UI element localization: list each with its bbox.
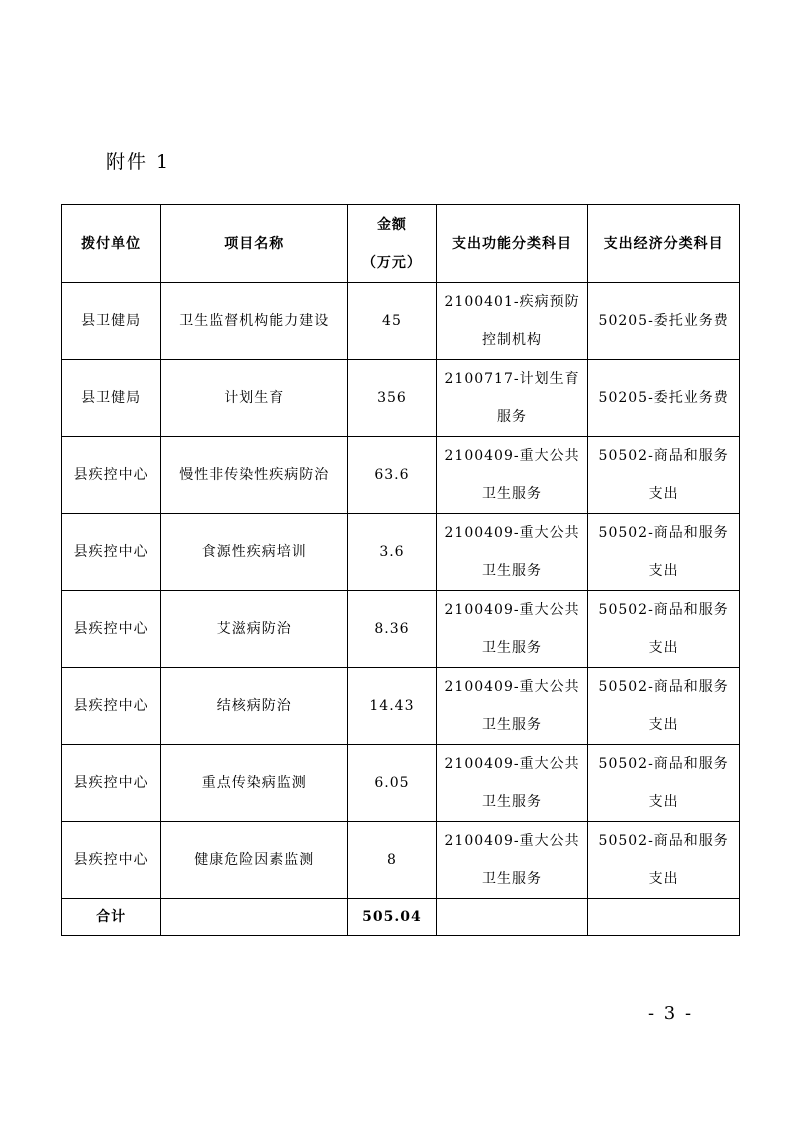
function-line2: 服务 <box>497 409 528 425</box>
cell-unit: 县卫健局 <box>62 360 161 437</box>
function-line2: 卫生服务 <box>482 640 543 656</box>
economic-line2: 支出 <box>648 717 679 733</box>
cell-amount: 63.6 <box>348 437 437 514</box>
header-amount-line2: （万元） <box>361 254 422 271</box>
function-line1: 2100409-重大公共 <box>444 833 580 849</box>
table-row <box>62 514 740 591</box>
economic-line2: 支出 <box>648 640 679 656</box>
table-header-row <box>62 205 740 283</box>
header-amount-line1: 金额 <box>376 216 407 233</box>
economic-line1: 50502-商品和服务 <box>598 756 729 772</box>
economic-line2: 支出 <box>648 871 679 887</box>
function-line2: 卫生服务 <box>482 563 543 579</box>
cell-amount: 8.36 <box>348 591 437 668</box>
cell-economic-subject <box>588 591 740 668</box>
cell-project: 健康危险因素监测 <box>161 822 348 899</box>
cell-unit: 县疾控中心 <box>62 668 161 745</box>
function-line1: 2100409-重大公共 <box>444 602 580 618</box>
cell-function-subject <box>436 514 588 591</box>
cell-unit: 县卫健局 <box>62 283 161 360</box>
economic-line1: 50502-商品和服务 <box>598 448 729 464</box>
economic-line2: 支出 <box>648 563 679 579</box>
total-row <box>62 899 740 936</box>
cell-unit: 县疾控中心 <box>62 822 161 899</box>
table-row <box>62 283 740 360</box>
budget-table <box>61 204 740 936</box>
total-amount: 505.04 <box>348 899 437 936</box>
cell-function-subject <box>436 591 588 668</box>
table-row <box>62 360 740 437</box>
economic-line1: 50502-商品和服务 <box>598 679 729 695</box>
cell-amount: 356 <box>348 360 437 437</box>
function-line1: 2100409-重大公共 <box>444 756 580 772</box>
header-function-subject: 支出功能分类科目 <box>436 205 588 283</box>
function-line2: 卫生服务 <box>482 486 543 502</box>
economic-line2: 支出 <box>648 486 679 502</box>
cell-amount: 8 <box>348 822 437 899</box>
total-empty-project <box>161 899 348 936</box>
function-line2: 卫生服务 <box>482 717 543 733</box>
cell-function-subject <box>436 822 588 899</box>
function-line1: 2100409-重大公共 <box>444 679 580 695</box>
cell-economic-subject <box>588 283 740 360</box>
economic-line1: 50205-委托业务费 <box>598 390 729 406</box>
economic-line1: 50502-商品和服务 <box>598 833 729 849</box>
economic-line1: 50205-委托业务费 <box>598 313 729 329</box>
table-row <box>62 591 740 668</box>
page-number: - 3 - <box>648 1003 694 1024</box>
cell-function-subject <box>436 437 588 514</box>
function-line1: 2100717-计划生育 <box>444 371 580 387</box>
cell-project: 慢性非传染性疾病防治 <box>161 437 348 514</box>
function-line1: 2100401-疾病预防 <box>444 294 580 310</box>
cell-project: 卫生监督机构能力建设 <box>161 283 348 360</box>
function-line2: 卫生服务 <box>482 871 543 887</box>
cell-function-subject <box>436 668 588 745</box>
cell-economic-subject <box>588 668 740 745</box>
cell-amount: 14.43 <box>348 668 437 745</box>
header-amount <box>348 205 437 283</box>
cell-unit: 县疾控中心 <box>62 514 161 591</box>
cell-amount: 45 <box>348 283 437 360</box>
header-project: 项目名称 <box>161 205 348 283</box>
economic-line2: 支出 <box>648 794 679 810</box>
cell-project: 艾滋病防治 <box>161 591 348 668</box>
cell-project: 计划生育 <box>161 360 348 437</box>
table-row <box>62 437 740 514</box>
cell-project: 食源性疾病培训 <box>161 514 348 591</box>
table-row <box>62 745 740 822</box>
cell-economic-subject <box>588 822 740 899</box>
cell-unit: 县疾控中心 <box>62 745 161 822</box>
cell-economic-subject <box>588 745 740 822</box>
cell-function-subject <box>436 360 588 437</box>
total-empty-function <box>436 899 588 936</box>
cell-project: 重点传染病监测 <box>161 745 348 822</box>
cell-amount: 6.05 <box>348 745 437 822</box>
economic-line1: 50502-商品和服务 <box>598 525 729 541</box>
cell-economic-subject <box>588 514 740 591</box>
cell-unit: 县疾控中心 <box>62 591 161 668</box>
function-line1: 2100409-重大公共 <box>444 448 580 464</box>
header-unit: 拨付单位 <box>62 205 161 283</box>
cell-economic-subject <box>588 360 740 437</box>
cell-project: 结核病防治 <box>161 668 348 745</box>
attachment-label: 附件 1 <box>106 151 171 173</box>
economic-line1: 50502-商品和服务 <box>598 602 729 618</box>
total-empty-economic <box>588 899 740 936</box>
cell-function-subject <box>436 745 588 822</box>
cell-economic-subject <box>588 437 740 514</box>
table-row <box>62 668 740 745</box>
function-line2: 卫生服务 <box>482 794 543 810</box>
cell-unit: 县疾控中心 <box>62 437 161 514</box>
total-label: 合计 <box>62 899 161 936</box>
table-row <box>62 822 740 899</box>
function-line2: 控制机构 <box>482 332 543 348</box>
cell-function-subject <box>436 283 588 360</box>
cell-amount: 3.6 <box>348 514 437 591</box>
function-line1: 2100409-重大公共 <box>444 525 580 541</box>
header-economic-subject: 支出经济分类科目 <box>588 205 740 283</box>
